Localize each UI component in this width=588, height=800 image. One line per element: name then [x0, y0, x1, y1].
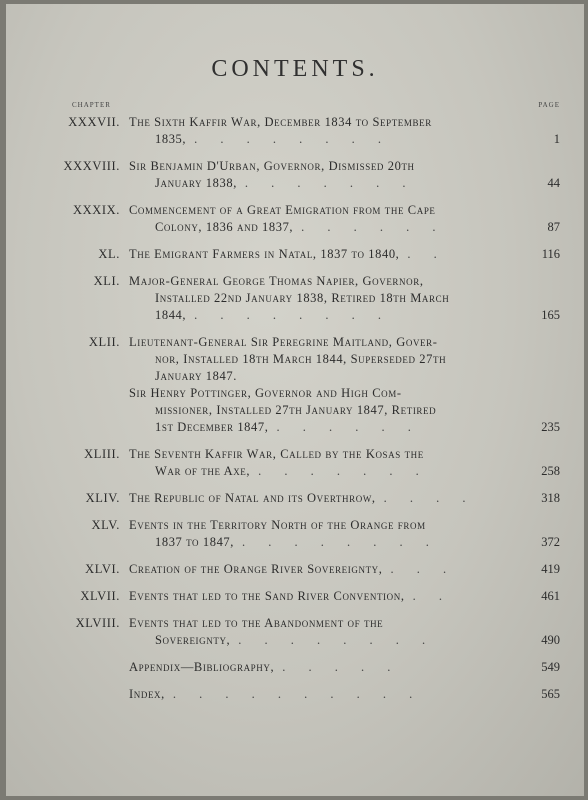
chapter-number: XLII.	[88, 335, 120, 349]
toc-line	[6, 419, 584, 436]
chapter-number: XLV.	[91, 518, 120, 532]
chapter-title-text: Sir Henry Pottinger, Governor and High Com-	[129, 386, 402, 400]
chapter-title-text: Installed 22nd January 1838, Retired 18th March	[155, 291, 450, 305]
toc-entry	[6, 246, 584, 263]
toc-entry	[6, 114, 584, 148]
toc-entry	[6, 446, 584, 480]
toc-line	[6, 290, 584, 307]
chapter-title-text: Index, . . . . . . . . . .	[129, 687, 423, 701]
toc-line	[6, 402, 584, 419]
page-number: 44	[547, 176, 560, 190]
toc-line	[6, 175, 584, 192]
toc-entry	[6, 561, 584, 578]
page-column-label: PAGE	[538, 101, 560, 109]
chapter-number: XLIV.	[85, 491, 120, 505]
page-number: 1	[553, 132, 560, 146]
toc-entry	[6, 686, 584, 703]
page-number: 565	[541, 687, 560, 701]
chapter-column-label: CHAPTER	[72, 101, 111, 109]
toc-entry	[6, 615, 584, 649]
chapter-title-text: January 1847.	[155, 369, 237, 383]
book-page	[6, 4, 584, 796]
page-number: 258	[541, 464, 560, 478]
toc-line	[6, 219, 584, 236]
chapter-title-text: nor, Installed 18th March 1844, Superseded 27th	[155, 352, 447, 366]
chapter-number: XLI.	[93, 274, 120, 288]
chapter-title-text: The Emigrant Farmers in Natal, 1837 to 1840, . .	[129, 247, 447, 261]
toc-line	[6, 273, 584, 290]
toc-entry	[6, 385, 584, 436]
toc-entry	[6, 659, 584, 676]
toc-entry	[6, 158, 584, 192]
chapter-number: XXXIX.	[73, 203, 120, 217]
toc-entry	[6, 202, 584, 236]
chapter-title-text: The Republic of Natal and its Overthrow, . . . .	[129, 491, 476, 505]
toc-line	[6, 385, 584, 402]
toc-line	[6, 463, 584, 480]
page-number: 235	[541, 420, 560, 434]
toc-line	[6, 131, 584, 148]
toc-line	[6, 202, 584, 219]
chapter-title-text: Lieutenant-General Sir Peregrine Maitland, Gover-	[129, 335, 438, 349]
toc-entry	[6, 273, 584, 324]
leader-dots: . . . . . . . .	[194, 132, 391, 146]
chapter-title-text: 1835, . . . . . . . .	[155, 132, 391, 146]
leader-dots: . . . . . . . .	[238, 633, 436, 647]
toc-entry	[6, 490, 584, 507]
chapter-title-text: Major-General George Thomas Napier, Governor,	[129, 274, 424, 288]
chapter-number: XLIII.	[84, 447, 120, 461]
chapter-title-text: War of the Axe, . . . . . . .	[155, 464, 429, 478]
chapter-title-text: Sovereignty, . . . . . . . .	[155, 633, 436, 647]
toc-line	[6, 158, 584, 175]
chapter-number: XLVII.	[80, 589, 120, 603]
chapter-title-text: Events that led to the Abandonment of the	[129, 616, 384, 630]
leader-dots: . . . . . .	[276, 420, 421, 434]
toc-line	[6, 561, 584, 578]
toc-entry	[6, 334, 584, 385]
leader-dots: . . . . . . . . . .	[172, 687, 423, 701]
leader-dots: . . . .	[383, 491, 476, 505]
chapter-title-text: 1844, . . . . . . . .	[155, 308, 391, 322]
leader-dots: . . . . . . . .	[242, 535, 439, 549]
toc-line	[6, 659, 584, 676]
chapter-title-text: Sir Benjamin D'Urban, Governor, Dismissed 20th	[129, 159, 415, 173]
leader-dots: . . . . . . .	[244, 176, 416, 190]
chapter-number: XXXVII.	[68, 115, 120, 129]
chapter-title-text: The Sixth Kaffir War, December 1834 to September	[129, 115, 432, 129]
table-of-contents	[6, 114, 584, 703]
toc-line	[6, 307, 584, 324]
leader-dots: . . . . .	[282, 660, 401, 674]
toc-line	[6, 632, 584, 649]
chapter-number: XXXVIII.	[63, 159, 120, 173]
leader-dots: . .	[407, 247, 447, 261]
chapter-title-text: 1837 to 1847, . . . . . . . .	[155, 535, 439, 549]
toc-entry	[6, 588, 584, 605]
toc-line	[6, 588, 584, 605]
leader-dots: . . . . . . . .	[194, 308, 391, 322]
toc-line	[6, 517, 584, 534]
chapter-title-text: missioner, Installed 27th January 1847, Retired	[155, 403, 437, 417]
page-number: 461	[541, 589, 560, 603]
chapter-title-text: Commencement of a Great Emigration from the Cape	[129, 203, 436, 217]
toc-line	[6, 334, 584, 351]
toc-line	[6, 246, 584, 263]
chapter-title-text: Creation of the Orange River Sovereignty, . . .	[129, 562, 457, 576]
toc-line	[6, 368, 584, 385]
toc-line	[6, 615, 584, 632]
chapter-number: XLVIII.	[75, 616, 120, 630]
page-number: 165	[541, 308, 560, 322]
page-number: 318	[541, 491, 560, 505]
toc-line	[6, 114, 584, 131]
page-number: 87	[547, 220, 560, 234]
chapter-title-text: January 1838, . . . . . . .	[155, 176, 416, 190]
leader-dots: . . .	[390, 562, 457, 576]
page-number: 419	[541, 562, 560, 576]
chapter-number: XLVI.	[85, 562, 120, 576]
leader-dots: . . . . . .	[301, 220, 446, 234]
chapter-title-text: Events that led to the Sand River Convention, . .	[129, 589, 452, 603]
page-number: 490	[541, 633, 560, 647]
toc-line	[6, 351, 584, 368]
chapter-title-text: The Seventh Kaffir War, Called by the Kosas the	[129, 447, 424, 461]
toc-line	[6, 490, 584, 507]
toc-entry	[6, 517, 584, 551]
toc-line	[6, 446, 584, 463]
chapter-number: XL.	[98, 247, 120, 261]
toc-line	[6, 534, 584, 551]
chapter-title-text: Appendix—Bibliography, . . . . .	[129, 660, 401, 674]
chapter-title-text: Events in the Territory North of the Orange from	[129, 518, 426, 532]
chapter-title-text: Colony, 1836 and 1837, . . . . . .	[155, 220, 446, 234]
toc-line	[6, 686, 584, 703]
page-number: 116	[541, 247, 560, 261]
page-number: 372	[541, 535, 560, 549]
page-number: 549	[541, 660, 560, 674]
leader-dots: . . . . . . .	[258, 464, 429, 478]
chapter-title-text: 1st December 1847, . . . . . .	[155, 420, 421, 434]
leader-dots: . .	[412, 589, 452, 603]
page-title: CONTENTS.	[211, 56, 379, 82]
